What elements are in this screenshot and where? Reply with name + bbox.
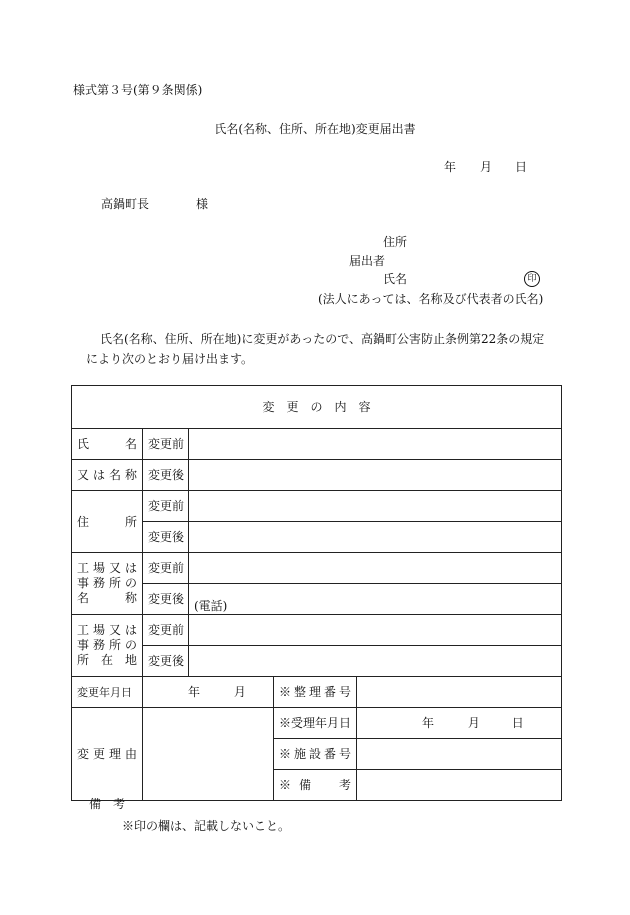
after-label: 変更後 (143, 522, 189, 553)
date-month: 月 (480, 160, 493, 174)
address-label: 住 所 (72, 491, 143, 553)
factory-location-after-field[interactable] (189, 646, 562, 677)
label-line: 事務所の (77, 576, 137, 590)
address-after-field[interactable] (189, 522, 562, 553)
applicant-address-label: 住所 (383, 235, 408, 249)
label-line: 工場又は (77, 623, 137, 637)
name-or-title-label: 又は名称 (72, 460, 143, 491)
date-day: 日 (515, 160, 528, 174)
applicant-name-label: 氏名 (383, 272, 408, 286)
factory-name-label (72, 553, 143, 615)
change-reason-field[interactable] (143, 708, 274, 801)
address-before-field[interactable] (189, 491, 562, 522)
serial-number-field[interactable] (357, 677, 562, 708)
before-label: 変更前 (143, 491, 189, 522)
remarks-note: ※印の欄は、記載しないこと。 (122, 819, 291, 833)
after-label: 変更後 (143, 460, 189, 491)
after-label: 変更後 (143, 646, 189, 677)
office-remarks-label: ※備 考 (274, 770, 357, 801)
change-date-year: 年 (188, 685, 201, 699)
facility-number-label: ※施設番号 (274, 739, 357, 770)
table-row (72, 491, 562, 522)
received-date-label: ※受理年月日 (274, 708, 357, 739)
table-row (72, 677, 562, 708)
table-row (72, 429, 562, 460)
addressee-honorific: 様 (196, 197, 209, 211)
factory-name-before-field[interactable] (189, 553, 562, 584)
table-row (72, 646, 562, 677)
change-date-month: 月 (233, 685, 246, 699)
table-row (72, 708, 562, 739)
name-label: 氏 名 (72, 429, 143, 460)
change-date-label: 変更年月日 (72, 677, 143, 708)
change-reason-label: 変更理由 (72, 708, 143, 801)
table-row (72, 460, 562, 491)
addressee: 高鍋町長 (101, 197, 150, 211)
before-label: 変更前 (143, 553, 189, 584)
table-row (72, 615, 562, 646)
change-content-table (71, 385, 562, 801)
table-row (72, 522, 562, 553)
corporate-note: (法人にあっては、名称及び代表者の氏名) (318, 292, 544, 306)
table-header-row (72, 386, 562, 429)
table-row (72, 584, 562, 615)
telephone-label: (電話) (194, 599, 228, 613)
seal-mark: 印 (524, 271, 540, 287)
received-date-year: 年 (422, 716, 435, 730)
form-number: 様式第３号(第９条関係) (73, 83, 203, 97)
received-date-month: 月 (467, 716, 480, 730)
after-label: 変更後 (143, 584, 189, 615)
name-after-field[interactable] (189, 460, 562, 491)
before-label: 変更前 (143, 615, 189, 646)
notifier-label: 届出者 (349, 254, 386, 268)
remarks-heading: 備 考 (89, 797, 126, 811)
serial-number-label: ※整理番号 (274, 677, 357, 708)
label-line: 所在地 (77, 653, 137, 667)
facility-number-field[interactable] (357, 739, 562, 770)
factory-location-label (72, 615, 143, 677)
factory-name-after-field[interactable] (189, 584, 562, 615)
office-remarks-field[interactable] (357, 770, 562, 801)
received-date-day: 日 (511, 716, 524, 730)
document-title: 氏名(名称、住所、所在地)変更届出書 (214, 122, 416, 136)
received-date-field[interactable] (357, 708, 562, 739)
change-date-field[interactable] (143, 677, 274, 708)
label-line: 事務所の (77, 638, 137, 652)
name-before-field[interactable] (189, 429, 562, 460)
body-text: 氏名(名称、住所、所在地)に変更があったので、高鍋町公害防止条例第22条の規定により次のとおり届け出ます。 (86, 332, 545, 366)
factory-location-before-field[interactable] (189, 615, 562, 646)
table-header: 変 更 の 内 容 (72, 386, 562, 429)
before-label: 変更前 (143, 429, 189, 460)
label-line: 工場又は (77, 561, 137, 575)
label-line: 名 称 (77, 591, 137, 605)
date-year: 年 (444, 160, 457, 174)
table-row (72, 553, 562, 584)
